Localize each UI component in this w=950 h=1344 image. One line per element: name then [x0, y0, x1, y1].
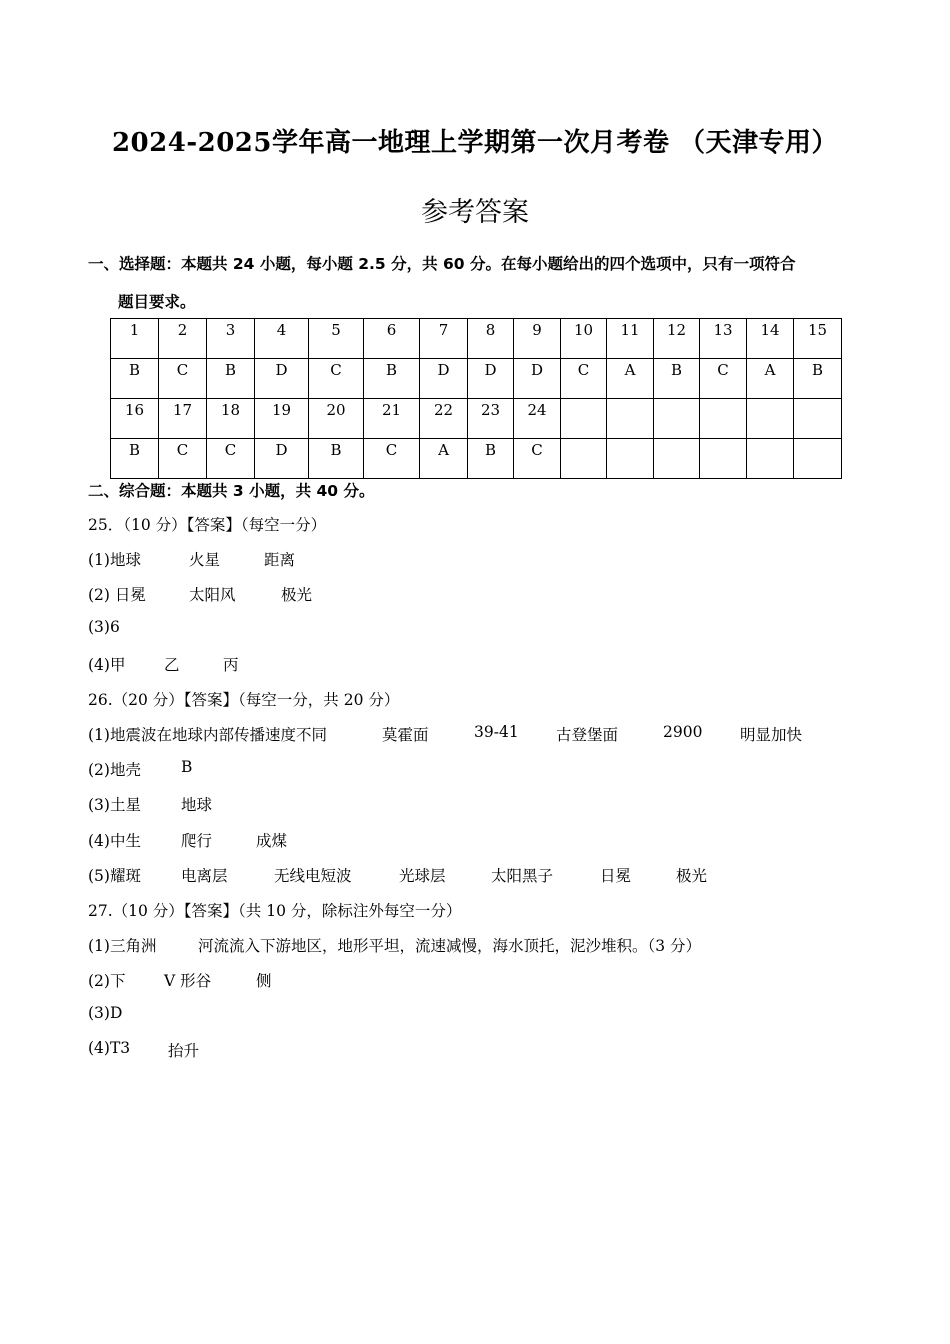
- question-number-cell: [607, 399, 654, 439]
- answer-blank: (2)地壳: [88, 761, 141, 779]
- answer-blank: (2) 日冕: [88, 586, 146, 604]
- answer-blank: 成煤: [256, 832, 288, 850]
- answer-cell: D: [255, 359, 309, 399]
- question-number-cell: 8: [468, 319, 514, 359]
- answer-blank: 极光: [676, 867, 708, 885]
- answer-blank: (1)三角洲: [88, 937, 157, 955]
- question-number-cell: 2: [159, 319, 207, 359]
- answer-blank: 莫霍面: [382, 726, 429, 744]
- answer-cell: D: [468, 359, 514, 399]
- answer-cell: C: [364, 439, 420, 479]
- answer-blank: (5)耀斑: [88, 867, 141, 885]
- question-number-cell: [700, 399, 747, 439]
- question-number-cell: 19: [255, 399, 309, 439]
- answer-cell: C: [159, 439, 207, 479]
- answer-cell: B: [111, 439, 159, 479]
- question-number-cell: 5: [309, 319, 364, 359]
- section1-instructions-line2: 题目要求。: [118, 293, 196, 311]
- answer-blank: 距离: [264, 551, 296, 569]
- section1-instructions-line1: 一、选择题：本题共 24 小题，每小题 2.5 分，共 60 分。在每小题给出的四个选项中，只有一项符合: [88, 255, 796, 273]
- question-number-cell: 11: [607, 319, 654, 359]
- answer-cell: [747, 439, 794, 479]
- answer-blank: 丙: [223, 656, 239, 674]
- question-number-cell: 13: [700, 319, 747, 359]
- answer-cell: B: [207, 359, 255, 399]
- question-number-cell: 16: [111, 399, 159, 439]
- question-number-cell: 7: [420, 319, 468, 359]
- answer-blank: (2)下: [88, 972, 126, 990]
- question-number-cell: 23: [468, 399, 514, 439]
- answer-blank: 太阳黑子: [491, 867, 554, 885]
- answer-cell: B: [468, 439, 514, 479]
- question-number-cell: 14: [747, 319, 794, 359]
- answer-cell: A: [607, 359, 654, 399]
- section2-heading: 二、综合题：本题共 3 小题，共 40 分。: [88, 482, 375, 500]
- answer-blank: (1)地震波在地球内部传播速度不同: [88, 726, 327, 744]
- answer-cell: C: [207, 439, 255, 479]
- answer-blank: 乙: [164, 656, 180, 674]
- answer-cell: [700, 439, 747, 479]
- answer-blank: 抬升: [168, 1042, 200, 1060]
- question-number-cell: [747, 399, 794, 439]
- answer-blank: 电离层: [181, 867, 228, 885]
- answer-table: [110, 318, 842, 479]
- answer-blank: B: [181, 758, 193, 776]
- answer-blank: 火星: [189, 551, 221, 569]
- answer-blank: (4)甲: [88, 656, 126, 674]
- answer-blank: 古登堡面: [556, 726, 619, 744]
- answer-cell: B: [654, 359, 700, 399]
- document-title: 2024-2025学年高一地理上学期第一次月考卷 （天津专用）: [111, 128, 839, 158]
- question-number-cell: 1: [111, 319, 159, 359]
- answer-cell: [654, 439, 700, 479]
- question-number-cell: 20: [309, 399, 364, 439]
- answer-cell: B: [309, 439, 364, 479]
- answer-blank: 光球层: [399, 867, 446, 885]
- question-number-cell: 4: [255, 319, 309, 359]
- table-row: [111, 319, 842, 359]
- answer-blank: 无线电短波: [274, 867, 352, 885]
- question-number-cell: 18: [207, 399, 255, 439]
- question-number-cell: [561, 399, 607, 439]
- answer-blank: V 形谷: [164, 972, 212, 990]
- q25-answer-line: (3)6: [88, 618, 120, 636]
- answer-blank: 39-41: [474, 723, 519, 741]
- answer-cell: B: [794, 359, 842, 399]
- document-subtitle: 参考答案: [421, 197, 529, 228]
- answer-cell: C: [159, 359, 207, 399]
- question-number-cell: 9: [514, 319, 561, 359]
- question-number-cell: 10: [561, 319, 607, 359]
- question-number-cell: 22: [420, 399, 468, 439]
- answer-cell: [794, 439, 842, 479]
- question-number-cell: 24: [514, 399, 561, 439]
- table-row: [111, 399, 842, 439]
- question-number-cell: [654, 399, 700, 439]
- question-number-cell: 3: [207, 319, 255, 359]
- table-row: [111, 359, 842, 399]
- question-number-cell: 12: [654, 319, 700, 359]
- answer-blank: 日冕: [600, 867, 632, 885]
- answer-cell: [561, 439, 607, 479]
- answer-blank: (3)土星: [88, 796, 141, 814]
- question-number-cell: [794, 399, 842, 439]
- question-number-cell: 17: [159, 399, 207, 439]
- answer-cell: D: [420, 359, 468, 399]
- answer-cell: C: [309, 359, 364, 399]
- question-number-cell: 21: [364, 399, 420, 439]
- question-number-cell: 15: [794, 319, 842, 359]
- answer-cell: [607, 439, 654, 479]
- q25-header: 25．（10 分）【答案】（每空一分）: [88, 516, 327, 534]
- answer-blank: 2900: [663, 723, 703, 741]
- answer-cell: A: [420, 439, 468, 479]
- question-number-cell: 6: [364, 319, 420, 359]
- answer-blank: 极光: [281, 586, 313, 604]
- answer-blank: (4)T3: [88, 1039, 131, 1057]
- answer-cell: B: [364, 359, 420, 399]
- answer-cell: A: [747, 359, 794, 399]
- answer-blank: 爬行: [181, 832, 213, 850]
- answer-blank: 地球: [181, 796, 213, 814]
- answer-cell: D: [255, 439, 309, 479]
- answer-cell: D: [514, 359, 561, 399]
- q26-header: 26.（20 分）【答案】（每空一分，共 20 分）: [88, 691, 400, 709]
- answer-blank: 明显加快: [740, 726, 803, 744]
- answer-blank: 太阳风: [189, 586, 236, 604]
- answer-cell: C: [514, 439, 561, 479]
- answer-blank: (4)中生: [88, 832, 141, 850]
- answer-blank: 侧: [256, 972, 272, 990]
- answer-cell: C: [700, 359, 747, 399]
- answer-cell: B: [111, 359, 159, 399]
- answer-blank: 河流流入下游地区，地形平坦，流速减慢，海水顶托，泥沙堆积。（3 分）: [198, 937, 702, 955]
- q27-answer-line: (3)D: [88, 1004, 123, 1022]
- answer-blank: (1)地球: [88, 551, 141, 569]
- q27-header: 27.（10 分）【答案】（共 10 分，除标注外每空一分）: [88, 902, 462, 920]
- answer-cell: C: [561, 359, 607, 399]
- table-row: [111, 439, 842, 479]
